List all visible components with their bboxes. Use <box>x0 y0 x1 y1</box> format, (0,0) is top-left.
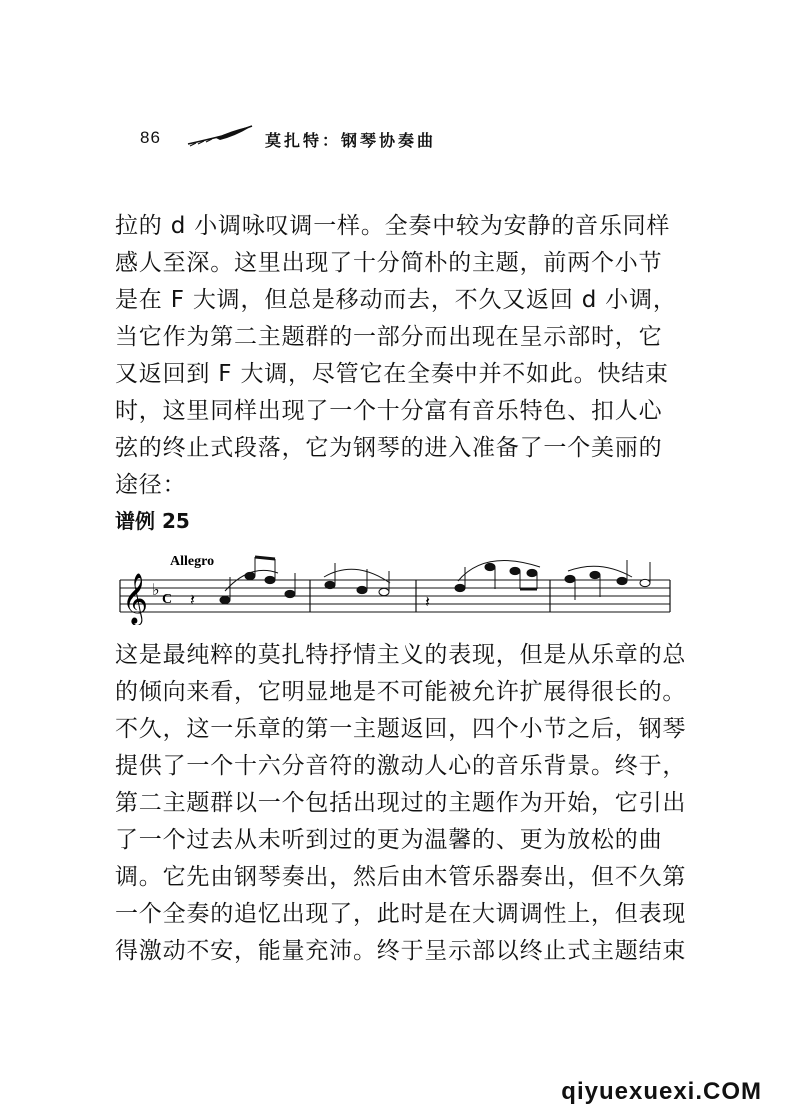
text-line: 第二主题群以一个包括出现过的主题作为开始，它引出 <box>115 790 687 816</box>
paragraph-2 <box>115 637 685 970</box>
rest: 𝄽 <box>425 592 430 611</box>
text-line: 感人至深。这里出现了十分简朴的主题，前两个小节 <box>115 250 663 276</box>
text-line: 不久，这一乐章的第一主题返回，四个小节之后，钢琴 <box>115 716 687 742</box>
flat-sign: ♭ <box>152 580 160 599</box>
treble-clef-icon: 𝄞 <box>122 573 149 624</box>
text-line: 又返回到 F 大调，尽管它在全奏中并不如此。快结束 <box>115 361 669 387</box>
text-line: 这是最纯粹的莫扎特抒情主义的表现，但是从乐章的总 <box>115 642 687 668</box>
text-line: 时，这里同样出现了一个十分富有音乐特色、扣人心 <box>115 398 663 424</box>
notes-measure-3 <box>455 561 540 592</box>
text-line: 了一个过去从未听到过的更为温馨的、更为放松的曲 <box>115 827 663 853</box>
notes-measure-2 <box>324 563 390 596</box>
text-line: 弦的终止式段落，它为钢琴的进入准备了一个美丽的 <box>115 435 663 461</box>
staff-lines <box>120 580 670 612</box>
text-line: 调。它先由钢琴奏出，然后由木管乐器奏出，但不久第 <box>115 864 687 890</box>
paragraph-1 <box>115 208 685 504</box>
page-header <box>140 128 560 158</box>
time-signature: C <box>162 592 173 607</box>
text-line: 当它作为第二主题群的一部分而出现在呈示部时，它 <box>115 324 663 350</box>
quill-pen-icon <box>186 124 256 148</box>
text-line: 的倾向来看，它明显地是不可能被允许扩展得很长的。 <box>115 679 687 705</box>
text-line: 拉的 d 小调咏叹调一样。全奏中较为安静的音乐同样 <box>115 213 671 239</box>
page-number: 86 <box>140 128 161 147</box>
text-line: 途径： <box>115 472 187 498</box>
music-score-excerpt <box>100 545 680 625</box>
site-watermark: qiyuexuexi.COM <box>561 1078 762 1105</box>
example-label: 谱例 25 <box>115 509 190 533</box>
text-line: 一个全奏的追忆出现了，此时是在大调调性上，但表现 <box>115 901 687 927</box>
text-line: 是在 F 大调，但总是移动而去，不久又返回 d 小调， <box>115 287 677 313</box>
text-line: 提供了一个十六分音符的激动人心的音乐背景。终于， <box>115 753 687 779</box>
tempo-marking: Allegro <box>170 554 215 569</box>
text-line: 得激动不安，能量充沛。终于呈示部以终止式主题结束 <box>115 938 687 964</box>
running-title: 莫扎特：钢琴协奏曲 <box>265 131 437 150</box>
rest: 𝄽 <box>190 590 195 609</box>
